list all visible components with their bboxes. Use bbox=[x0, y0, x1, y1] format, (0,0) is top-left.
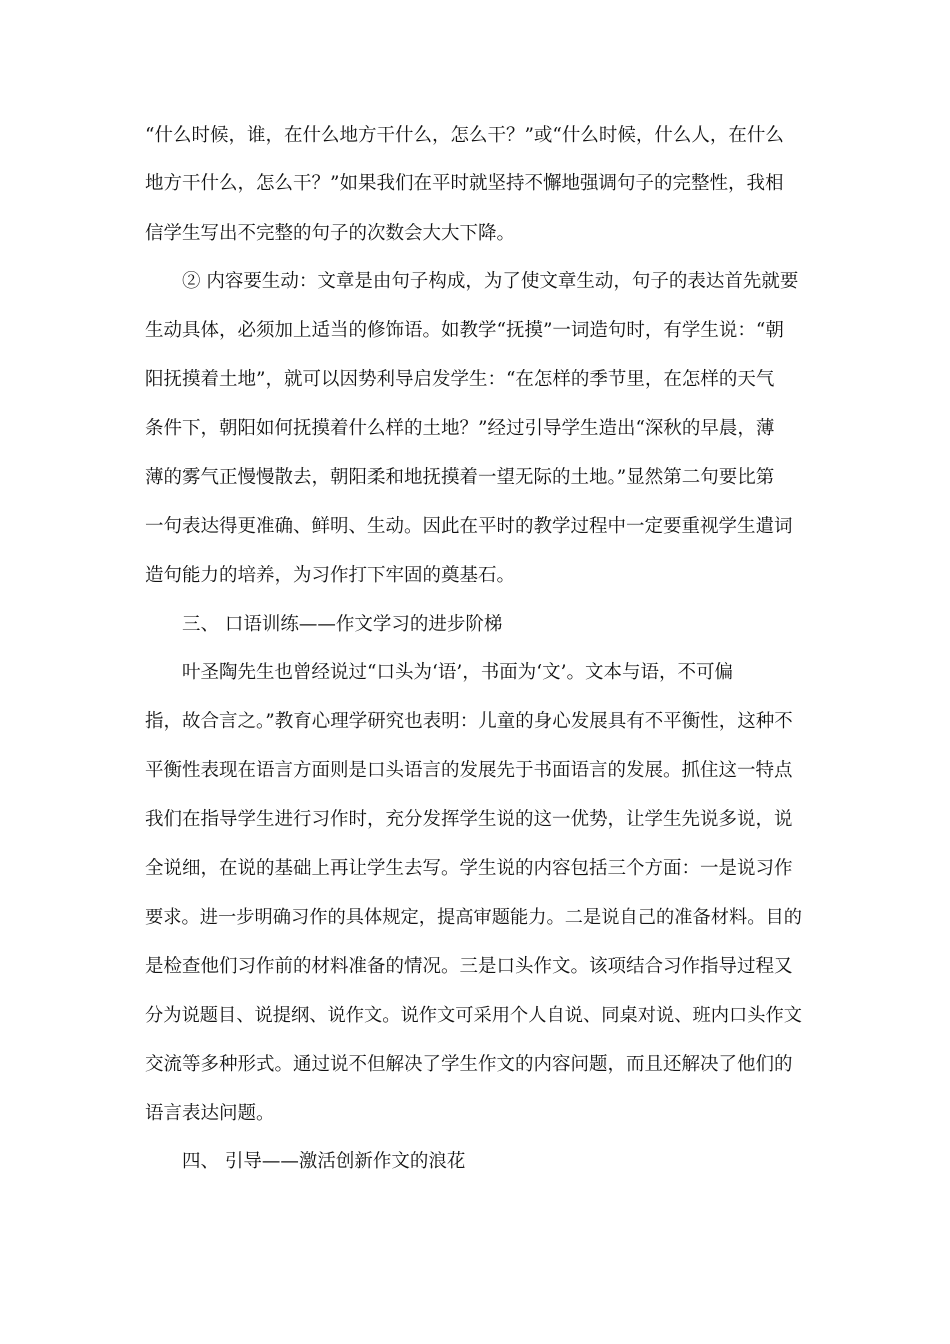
text-line: 分为说题目、说提纲、说作文。说作文可采用个人自说、同桌对说、班内口头作文 bbox=[145, 1005, 802, 1026]
paragraph-first-line: ② 内容要生动：文章是由句子构成，为了使文章生动，句子的表达首先就要 bbox=[182, 271, 799, 292]
text-line: 语言表达问题。 bbox=[145, 1103, 275, 1124]
text-line: 薄的雾气正慢慢散去，朝阳柔和地抚摸着一望无际的土地。”显然第二句要比第 bbox=[145, 467, 775, 488]
text-line: 阳抚摸着土地”，就可以因势利导启发学生：“在怎样的季节里，在怎样的天气 bbox=[145, 369, 775, 390]
text-line: 平衡性表现在语言方面则是口头语言的发展先于书面语言的发展。抓住这一特点 bbox=[145, 760, 793, 781]
text-line: 信学生写出不完整的句子的次数会大大下降。 bbox=[145, 223, 516, 244]
text-line: “什么时候，谁，在什么地方干什么，怎么干？”或“什么时候，什么人，在什么 bbox=[145, 125, 784, 146]
text-line: 地方干什么，怎么干？”如果我们在平时就坚持不懈地强调句子的完整性，我相 bbox=[145, 173, 784, 194]
section-heading: 三、 口语训练——作文学习的进步阶梯 bbox=[182, 614, 503, 635]
section-heading: 四、 引导——激活创新作文的浪花 bbox=[182, 1151, 466, 1172]
text-line: 要求。进一步明确习作的具体规定，提高审题能力。二是说自己的准备材料。目的 bbox=[145, 907, 802, 928]
text-line: 造句能力的培养，为习作打下牢固的奠基石。 bbox=[145, 565, 516, 586]
text-line: 交流等多种形式。通过说不但解决了学生作文的内容问题，而且还解决了他们的 bbox=[145, 1054, 793, 1075]
text-line: 条件下，朝阳如何抚摸着什么样的土地？”经过引导学生造出“深秋的早晨，薄 bbox=[145, 418, 775, 439]
text-line: 全说细，在说的基础上再让学生去写。学生说的内容包括三个方面：一是说习作 bbox=[145, 858, 793, 879]
text-line: 一句表达得更准确、鲜明、生动。因此在平时的教学过程中一定要重视学生遣词 bbox=[145, 516, 793, 537]
text-line: 指，故合言之。”教育心理学研究也表明：儿童的身心发展具有不平衡性，这种不 bbox=[145, 711, 793, 732]
text-line: 我们在指导学生进行习作时，充分发挥学生说的这一优势，让学生先说多说，说 bbox=[145, 809, 793, 830]
text-line: 是检查他们习作前的材料准备的情况。三是口头作文。该项结合习作指导过程又 bbox=[145, 956, 793, 977]
text-line: 生动具体，必须加上适当的修饰语。如教学“抚摸”一词造句时，有学生说：“朝 bbox=[145, 320, 784, 341]
paragraph-first-line: 叶圣陶先生也曾经说过“口头为‘语’，书面为‘文’。文本与语，不可偏 bbox=[182, 662, 733, 683]
